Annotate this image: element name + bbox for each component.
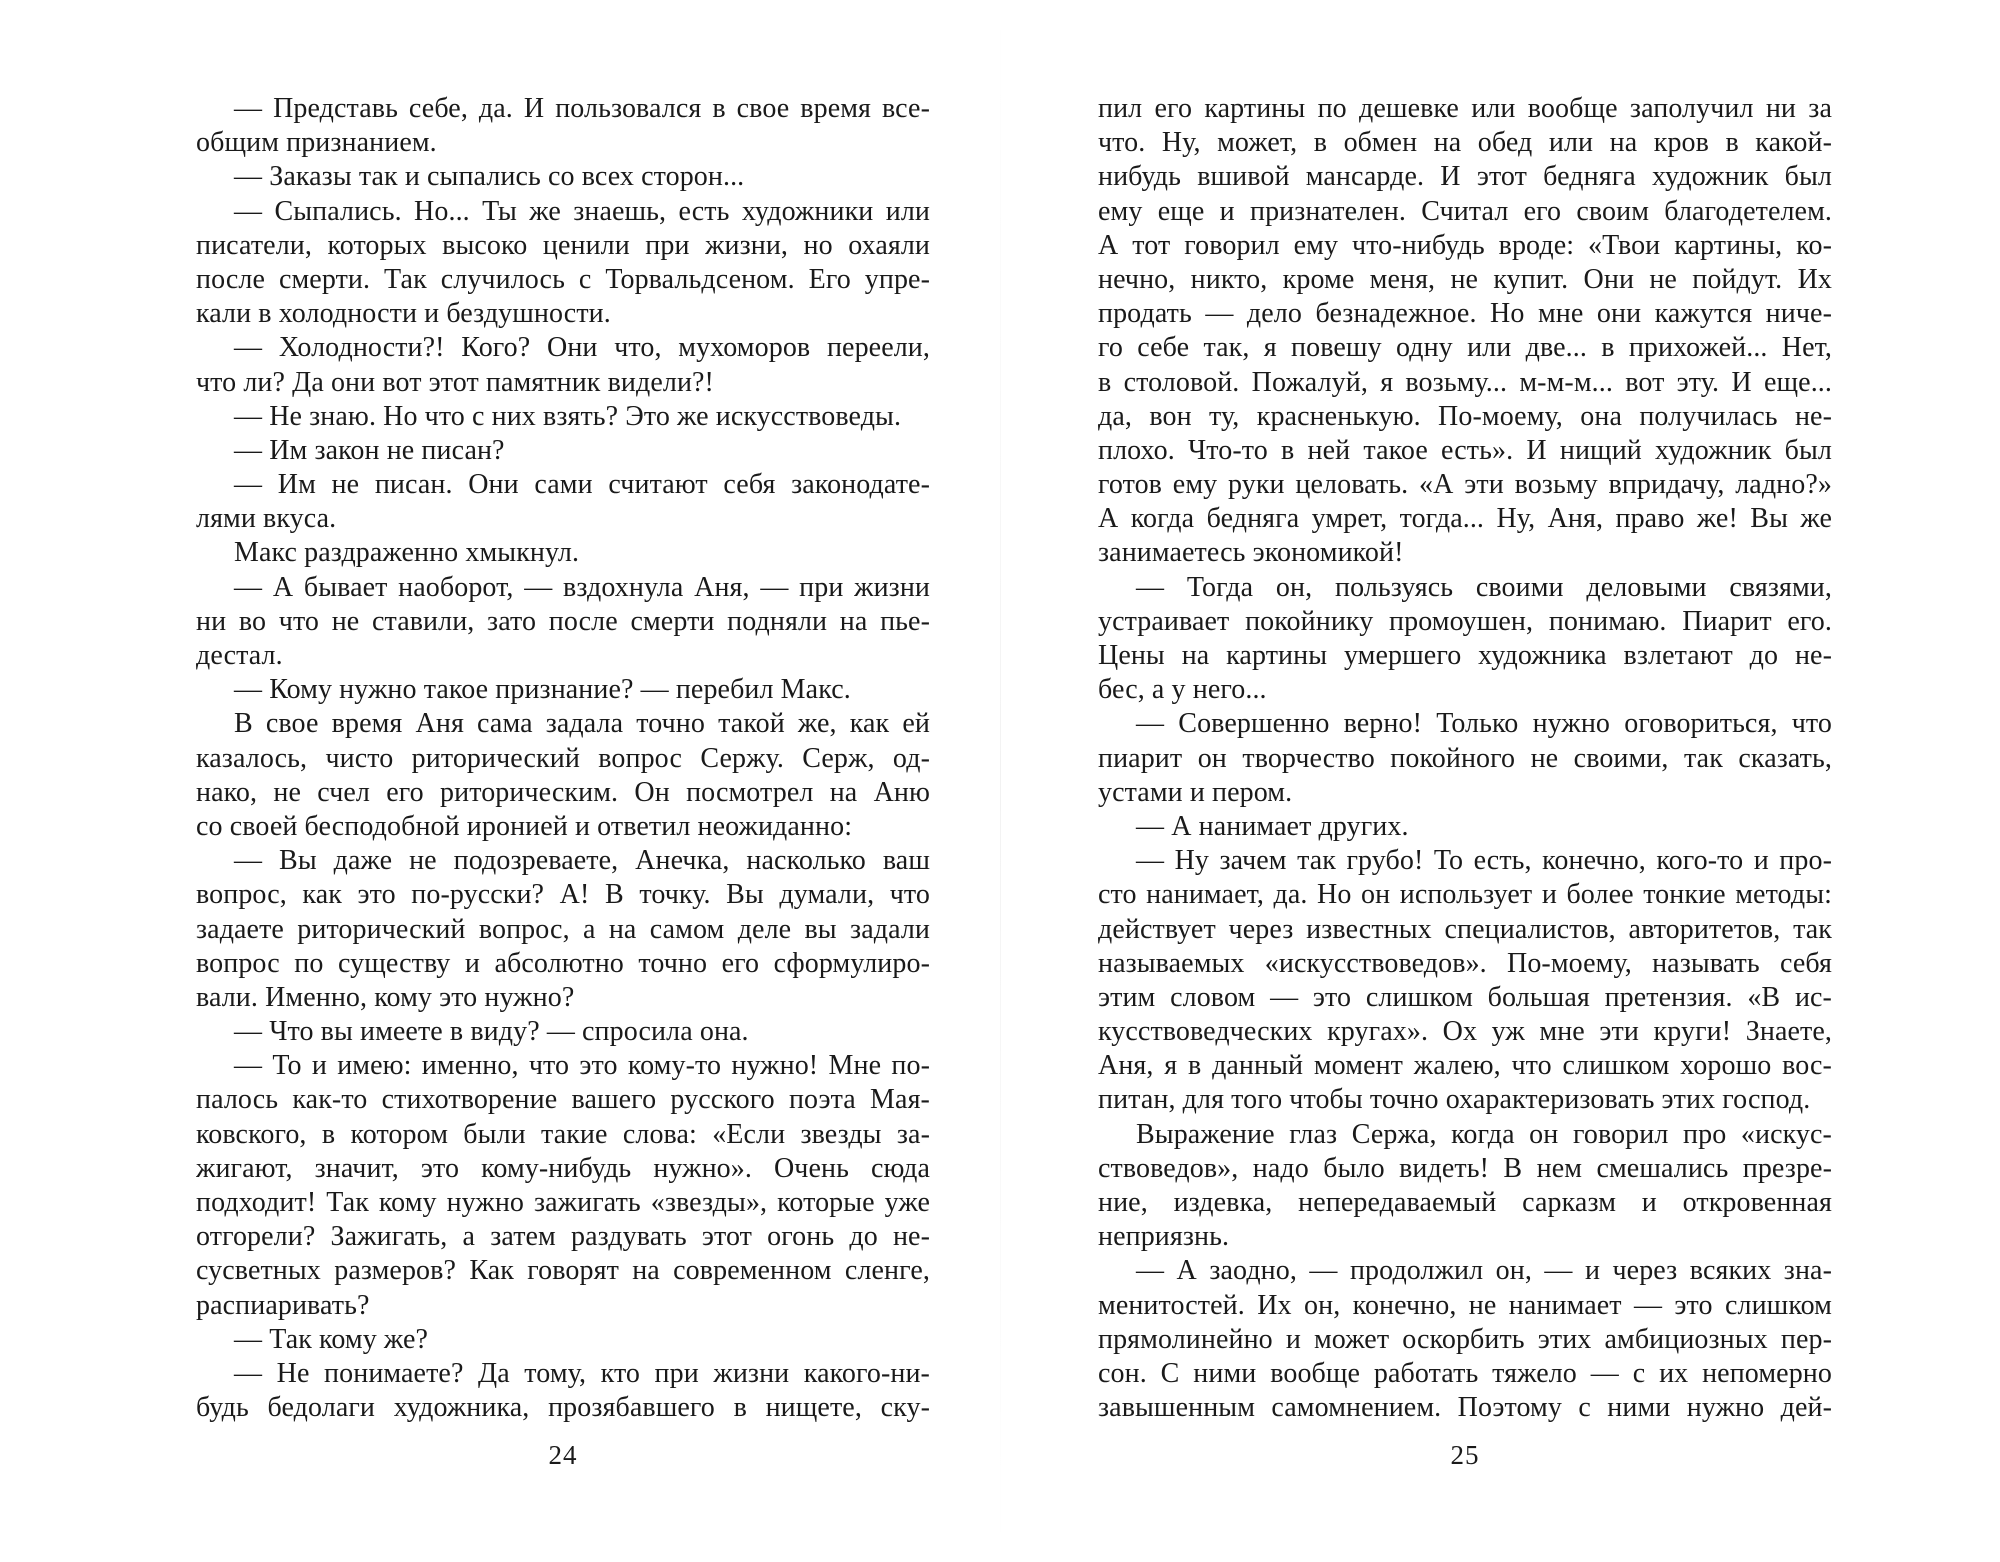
text-line: после смерти. Так случилось с Торвальдсеном. Его упре- — [196, 263, 930, 295]
text-line: завышенным самомнением. Поэтому с ними нужно дей- — [1098, 1392, 1832, 1424]
text-line: — А нанимает других. — [1136, 810, 1409, 842]
text-line: устраивает покойнику промоушен, понимаю. Пиарит его. — [1098, 605, 1832, 637]
text-line: прямолинейно и может оскорбить этих амбициозных пер- — [1098, 1323, 1832, 1355]
text-line: — Тогда он, пользуясь своими деловыми связями, — [1136, 571, 1832, 603]
text-line: кали в холодности и бездушности. — [196, 298, 611, 330]
text-line: нако, не счел его риторическим. Он посмотрел на Аню — [196, 776, 930, 808]
right-page-number: 25 — [1450, 1440, 1480, 1470]
text-line: будь бедолаги художника, прозябавшего в нищете, ску- — [196, 1392, 930, 1424]
text-line: в столовой. Пожалуй, я возьму... м-м-м... вот эту. И еще... — [1098, 366, 1832, 398]
text-line: продать — дело безнадежное. Но мне они кажутся ниче- — [1098, 298, 1832, 330]
text-line: сон. С ними вообще работать тяжело — с их непомерно — [1098, 1357, 1832, 1389]
text-line: бес, а у него... — [1098, 674, 1267, 706]
text-line: го себе так, я повешу одну или две... в прихожей... Нет, — [1098, 332, 1832, 364]
text-line: — Сыпались. Но... Ты же знаешь, есть художники или — [234, 195, 930, 227]
text-line: — Так кому же? — [234, 1323, 429, 1355]
text-line: писатели, которых высоко ценили при жизни, но охаяли — [196, 229, 930, 261]
text-line: вали. Именно, кому это нужно? — [196, 981, 575, 1013]
text-line: нибудь вшивой мансарде. И этот бедняга художник был — [1098, 161, 1832, 193]
text-line: — Ну зачем так грубо! То есть, конечно, кого-то и про- — [1136, 845, 1832, 877]
text-line: что ли? Да они вот этот памятник видели?! — [196, 366, 714, 398]
text-line: палось как-то стихотворение вашего русского поэта Мая- — [196, 1084, 930, 1116]
left-page — [196, 92, 930, 1472]
text-line: — А бывает наоборот, — вздохнула Аня, — при жизни — [234, 571, 930, 603]
text-line: — Заказы так и сыпались со всех сторон... — [234, 161, 745, 193]
text-line: что. Ну, может, в обмен на обед или на кров в какой- — [1098, 127, 1832, 159]
text-line: да, вон ту, красненькую. По-моему, она получилась не- — [1098, 400, 1832, 432]
left-page-number: 24 — [548, 1440, 578, 1470]
text-line: занимаетесь экономикой! — [1098, 537, 1404, 569]
text-line: пиарит он творчество покойного не своими, так сказать, — [1098, 742, 1832, 774]
text-line: ствоведов», надо было видеть! В нем смешались презре- — [1098, 1152, 1832, 1184]
text-line: нечно, никто, кроме меня, не купит. Они не пойдут. Их — [1098, 263, 1832, 295]
text-line: распиаривать? — [196, 1289, 370, 1321]
text-line: кусствоведческих кругах». Ох уж мне эти круги! Знаете, — [1098, 1016, 1832, 1048]
text-line: — Холодности?! Кого? Они что, мухоморов переели, — [234, 332, 930, 364]
text-line: неприязнь. — [1098, 1221, 1230, 1253]
text-line: питан, для того чтобы точно охарактеризовать этих господ. — [1098, 1084, 1811, 1116]
right-page — [1098, 92, 1832, 1472]
text-line: — Им не писан. Они сами считают себя законодате- — [234, 469, 930, 501]
text-line: сто нанимает, да. Но он использует и более тонкие методы: — [1098, 879, 1832, 911]
text-line: пил его картины по дешевке или вообще заполучил ни за — [1098, 93, 1832, 124]
book-gutter — [1000, 0, 1001, 1562]
text-line: сусветных размеров? Как говорят на современном сленге, — [196, 1255, 930, 1287]
text-line: жигают, значит, это кому-нибудь нужно». Очень сюда — [196, 1152, 930, 1184]
text-line: подходит! Так кому нужно зажигать «звезды», которые уже — [196, 1187, 930, 1218]
text-line: В свое время Аня сама задала точно такой же, как ей — [234, 708, 930, 740]
text-line: ковского, в котором были такие слова: «Если звезды за- — [196, 1118, 930, 1150]
text-line: задаете риторический вопрос, а на самом деле вы задали — [196, 913, 930, 945]
text-line: — Что вы имеете в виду? — спросила она. — [234, 1016, 749, 1048]
text-line: — Кому нужно такое признание? — перебил Макс. — [234, 674, 851, 706]
text-line: лями вкуса. — [196, 503, 337, 535]
text-line: Макс раздраженно хмыкнул. — [234, 537, 580, 569]
text-line: отгорели? Зажигать, а затем раздувать этот огонь до не- — [196, 1221, 930, 1253]
text-line: дестал. — [196, 640, 283, 671]
text-line: этим словом — это слишком большая претензия. «В ис- — [1098, 981, 1832, 1013]
text-line: ему еще и признателен. Считал его своим благодетелем. — [1098, 195, 1832, 227]
text-line: — Не понимаете? Да тому, кто при жизни какого-ни- — [234, 1357, 930, 1389]
text-line: со своей бесподобной иронией и ответил неожиданно: — [196, 810, 853, 842]
text-line: Выражение глаз Сержа, когда он говорил про «искус- — [1136, 1118, 1832, 1150]
text-line: — То и имею: именно, что это кому-то нужно! Мне по- — [234, 1050, 930, 1082]
text-line: вопрос по существу и абсолютно точно его сформулиро- — [196, 947, 930, 979]
text-line: ние, издевка, непередаваемый сарказм и откровенная — [1098, 1187, 1832, 1218]
text-line: А когда бедняга умрет, тогда... Ну, Аня, право же! Вы же — [1098, 503, 1832, 535]
text-line: — Не знаю. Но что с них взять? Это же искусствоведы. — [234, 400, 902, 432]
text-line: устами и пером. — [1098, 776, 1293, 808]
text-line: — Им закон не писан? — [234, 434, 505, 466]
text-line: готов ему руки целовать. «А эти возьму впридачу, ладно?» — [1098, 469, 1832, 501]
text-line: — Представь себе, да. И пользовался в свое время все- — [234, 93, 930, 124]
text-line: Цены на картины умершего художника взлетают до не- — [1098, 640, 1832, 671]
text-line: менитостей. Их он, конечно, не нанимает — это слишком — [1098, 1289, 1832, 1321]
right-page-text — [1098, 92, 1832, 1425]
text-line: — Вы даже не подозреваете, Анечка, насколько ваш — [234, 845, 930, 877]
text-line: ни во что не ставили, зато после смерти подняли на пье- — [196, 605, 930, 637]
text-line: — Совершенно верно! Только нужно оговориться, что — [1136, 708, 1832, 740]
text-line: казалось, чисто риторический вопрос Сержу. Серж, од- — [196, 742, 930, 774]
text-line: вопрос, как это по-русски? А! В точку. Вы думали, что — [196, 879, 930, 911]
text-line: — А заодно, — продолжил он, — и через всяких зна- — [1136, 1255, 1832, 1287]
text-line: А тот говорил ему что-нибудь вроде: «Твои картины, ко- — [1098, 229, 1832, 261]
left-page-text — [196, 92, 930, 1425]
text-line: называемых «искусствоведов». По-моему, называть себя — [1098, 947, 1832, 979]
text-line: Аня, я в данный момент жалею, что слишком хорошо вос- — [1098, 1050, 1832, 1082]
text-line: общим признанием. — [196, 127, 437, 159]
text-line: плохо. Что-то в ней такое есть». И нищий художник был — [1098, 434, 1832, 466]
text-line: действует через известных специалистов, авторитетов, так — [1098, 913, 1832, 945]
